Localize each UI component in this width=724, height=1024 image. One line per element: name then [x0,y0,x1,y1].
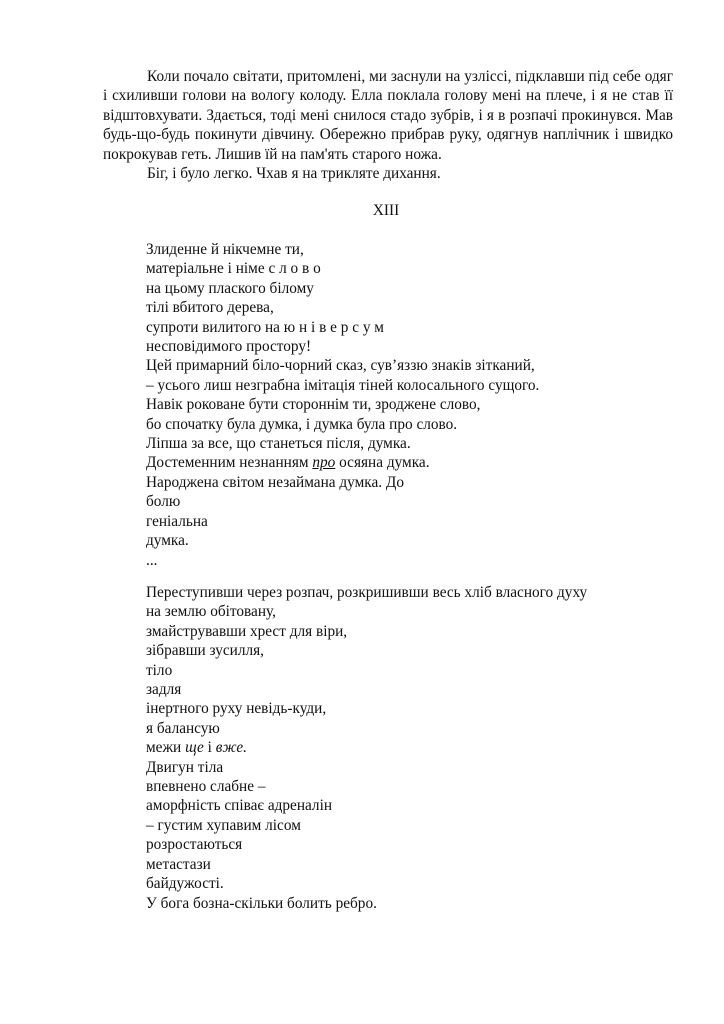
emphasized-word: про [312,454,336,472]
poem-line: зібравши зусилля, [146,642,264,660]
poem-line-text: Достеменним незнанням [146,454,313,472]
poem-line: Двигун тіла [146,758,224,776]
poem-stanza-1 [146,240,686,570]
poem-line: матеріальне і німе с л о в о [146,260,321,278]
poem-line: Ліпша за все, що станеться після, думка. [146,435,411,453]
prose-paragraph: Коли почало світати, притомлені, ми заснули на узліссі, підклавши під себе одяг і схиливши голови на вологу колоду. Елла поклала голову мені на плече, і я не став її відштовхувати. Здається, тоді мені снилося стадо зубрів, і я в розпачі прокинувся. Мав будь-що-будь покинути дівчину. Обережно прибрав руку, одягнув наплічник і швидко покрокував геть. Лишив їй на пам'ять старого ножа. [103,68,673,163]
poem-line: У бога бозна-скільки болить ребро. [146,894,377,912]
section-heading: XIII [372,202,400,219]
poem-line: Злиденне й нікчемне ти, [146,241,304,258]
poem-stanza-2 [146,583,686,913]
emphasized-word: вже [215,739,244,757]
poem-line: супроти вилитого на ю н і в е р с у м [146,318,384,336]
poem-line-text: осяяна думка. [335,454,430,472]
poem-line: тіло [146,661,173,679]
poem-line: Народжена світом незаймана думка. До [146,473,405,491]
poem-line: – усього лиш незграбна імітація тіней колосального сущого. [146,376,540,394]
poem-line: на землю обітовану, [146,603,276,621]
poem-line: на цьому плаского білому [146,279,314,297]
poem-line: геніальна [146,512,208,530]
poem-line: Цей примарний біло-чорний сказ, сув’яззю знаків зітканий, [146,357,535,375]
poem-line: задля [146,681,182,699]
poem-line: я балансую [146,719,220,737]
poem-line: байдужості. [146,875,224,893]
poem-line: ... [146,551,158,569]
poem-line: впевнено слабне – [146,778,266,796]
poem-line-text: і [203,739,216,757]
poem-line: несповідимого простору! [146,338,312,356]
prose-block [103,67,673,183]
poem-line-text: межи [146,739,186,757]
poem-line: інертного руху невідь-куди, [146,700,327,718]
poem-line: Навік роковане бути стороннім ти, зроджене слово, [146,396,481,414]
poem-line-text: . [243,739,247,757]
poem-line: змайструвавши хрест для віри, [146,622,348,640]
poem-line: розростаються [146,836,243,854]
poem-line: тілі вбитого дерева, [146,299,274,317]
poem-line: бо спочатку була думка, і думка була про слово. [146,415,458,433]
poem-line: думка. [146,532,189,550]
poem-line: аморфність співає адреналін [146,797,333,815]
poem-line [146,453,686,472]
emphasized-word: ще [185,739,204,757]
prose-paragraph: Біг, і було легко. Чхав я на трикляте дихання. [147,165,441,183]
poem-line: болю [146,493,181,511]
poem-line: Переступивши через розпач, розкришивши весь хліб власного духу [146,584,588,601]
poem-line: метастази [146,855,211,873]
poem-line: – густим хупавим лісом [146,816,301,834]
poem-line [146,738,686,757]
